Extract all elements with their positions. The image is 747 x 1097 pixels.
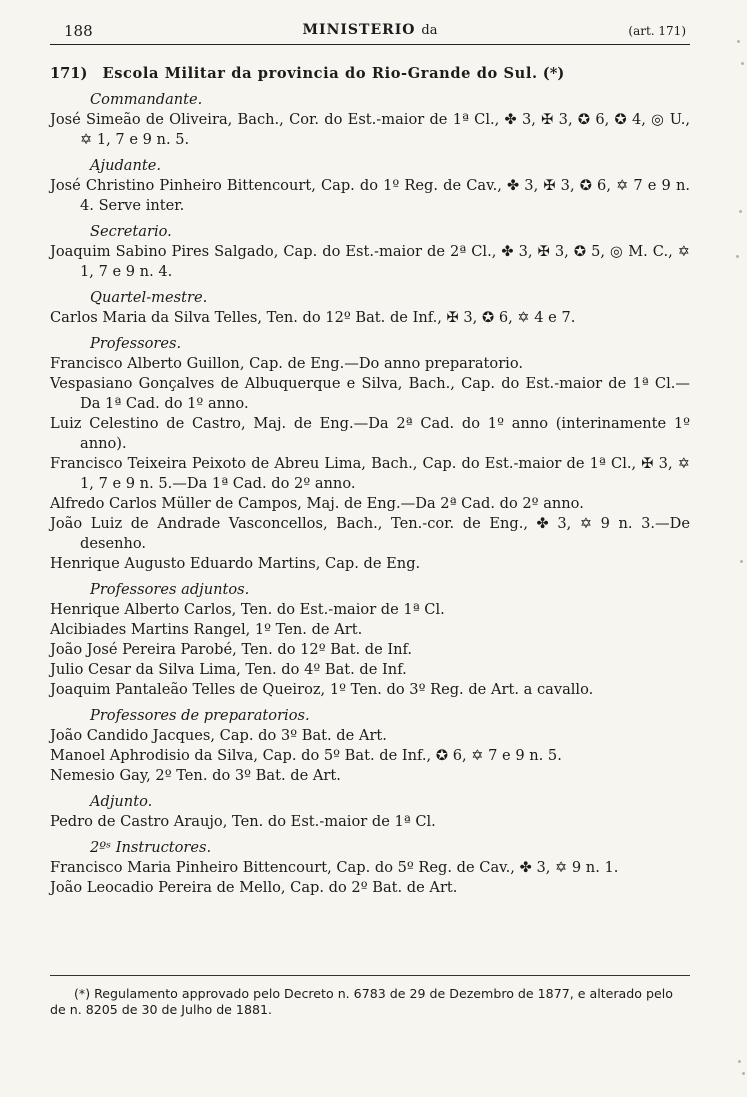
personnel-entry: Henrique Augusto Eduardo Martins, Cap. de Eng. bbox=[50, 555, 421, 572]
section-heading: Professores adjuntos. bbox=[90, 581, 250, 598]
section bbox=[50, 222, 690, 282]
section-heading: Commandante. bbox=[90, 91, 203, 108]
personnel-entry: João Luiz de Andrade Vasconcellos, Bach., Ten.-cor. de Eng., ✤ 3, ✡ 9 n. 3.—De desenho. bbox=[50, 515, 690, 552]
section bbox=[50, 580, 690, 700]
personnel-entry: João Leocadio Pereira de Mello, Cap. do 2º Bat. de Art. bbox=[50, 879, 458, 896]
personnel-entry: Henrique Alberto Carlos, Ten. do Est.-maior de 1ª Cl. bbox=[50, 601, 445, 618]
personnel-entry: Francisco Teixeira Peixoto de Abreu Lima, Bach., Cap. do Est.-maior de 1ª Cl., ✠ 3, ✡ 1, 7 e 9 n. 5.—Da 1ª Cad. do 2º anno. bbox=[50, 455, 690, 492]
running-title-small: da bbox=[421, 23, 438, 38]
personnel-entry: Pedro de Castro Araujo, Ten. do Est.-maior de 1ª Cl. bbox=[50, 813, 436, 830]
section bbox=[50, 706, 690, 786]
page-number: 188 bbox=[64, 22, 93, 40]
running-title-main: MINISTERIO bbox=[302, 22, 416, 38]
personnel-entry: Francisco Alberto Guillon, Cap. de Eng.—Do anno preparatorio. bbox=[50, 355, 524, 372]
institution-name: Escola Militar da provincia do Rio-Grande do Sul. bbox=[102, 65, 538, 82]
section-heading: Quartel-mestre. bbox=[90, 289, 208, 306]
section bbox=[50, 156, 690, 216]
personnel-entry: João José Pereira Parobé, Ten. do 12º Bat. de Inf. bbox=[50, 641, 413, 658]
footnote-marker: (*) bbox=[542, 65, 565, 82]
document-body bbox=[50, 64, 690, 898]
institution-heading bbox=[50, 64, 690, 84]
section bbox=[50, 334, 690, 574]
sections-container bbox=[50, 90, 690, 898]
personnel-entry: Alfredo Carlos Müller de Campos, Maj. de Eng.—Da 2ª Cad. do 2º anno. bbox=[50, 495, 584, 512]
personnel-entry: Alcibiades Martins Rangel, 1º Ten. de Art. bbox=[50, 621, 363, 638]
personnel-entry: Joaquim Pantaleão Telles de Queiroz, 1º Ten. do 3º Reg. de Art. a cavallo. bbox=[50, 681, 594, 698]
section-heading: Ajudante. bbox=[90, 157, 162, 174]
personnel-entry: João Candido Jacques, Cap. do 3º Bat. de Art. bbox=[50, 727, 387, 744]
section bbox=[50, 288, 690, 328]
personnel-entry: Manoel Aphrodisio da Silva, Cap. do 5º Bat. de Inf., ✪ 6, ✡ 7 e 9 n. 5. bbox=[50, 747, 562, 764]
section-heading: Professores de preparatorios. bbox=[90, 707, 310, 724]
section bbox=[50, 90, 690, 150]
section-heading: Secretario. bbox=[90, 223, 172, 240]
section bbox=[50, 838, 690, 898]
section-heading: Professores. bbox=[90, 335, 182, 352]
personnel-entry: Joaquim Sabino Pires Salgado, Cap. do Est.-maior de 2ª Cl., ✤ 3, ✠ 3, ✪ 5, ◎ M. C., ✡ 1, 7 e 9 n. 4. bbox=[50, 243, 690, 280]
page-header bbox=[50, 18, 690, 45]
footnote: (*) Regulamento approvado pelo Decreto n. 6783 de 29 de Dezembro de 1877, e alterado pelo de n. 8205 de 30 de Julho de 1881. bbox=[50, 975, 690, 1018]
section-heading: 2ºˢ Instructores. bbox=[90, 839, 212, 856]
institution-number: 171) bbox=[50, 65, 88, 82]
section-heading: Adjunto. bbox=[90, 793, 153, 810]
running-title bbox=[50, 22, 690, 38]
personnel-entry: Nemesio Gay, 2º Ten. do 3º Bat. de Art. bbox=[50, 767, 341, 784]
personnel-entry: José Simeão de Oliveira, Bach., Cor. do Est.-maior de 1ª Cl., ✤ 3, ✠ 3, ✪ 6, ✪ 4, ◎ U., ✡ 1, 7 e 9 n. 5. bbox=[50, 111, 690, 148]
section bbox=[50, 792, 690, 832]
personnel-entry: Julio Cesar da Silva Lima, Ten. do 4º Bat. de Inf. bbox=[50, 661, 407, 678]
personnel-entry: Vespasiano Gonçalves de Albuquerque e Silva, Bach., Cap. do Est.-maior de 1ª Cl.—Da 1ª Cad. do 1º anno. bbox=[50, 375, 690, 412]
article-reference: (art. 171) bbox=[628, 24, 686, 38]
page-edge-specks bbox=[733, 0, 747, 1097]
personnel-entry: Carlos Maria da Silva Telles, Ten. do 12º Bat. de Inf., ✠ 3, ✪ 6, ✡ 4 e 7. bbox=[50, 309, 576, 326]
personnel-entry: José Christino Pinheiro Bittencourt, Cap. do 1º Reg. de Cav., ✤ 3, ✠ 3, ✪ 6, ✡ 7 e 9 n. 4. Serve inter. bbox=[50, 177, 690, 214]
personnel-entry: Luiz Celestino de Castro, Maj. de Eng.—Da 2ª Cad. do 1º anno (interinamente 1º anno). bbox=[50, 415, 690, 452]
personnel-entry: Francisco Maria Pinheiro Bittencourt, Cap. do 5º Reg. de Cav., ✤ 3, ✡ 9 n. 1. bbox=[50, 859, 619, 876]
